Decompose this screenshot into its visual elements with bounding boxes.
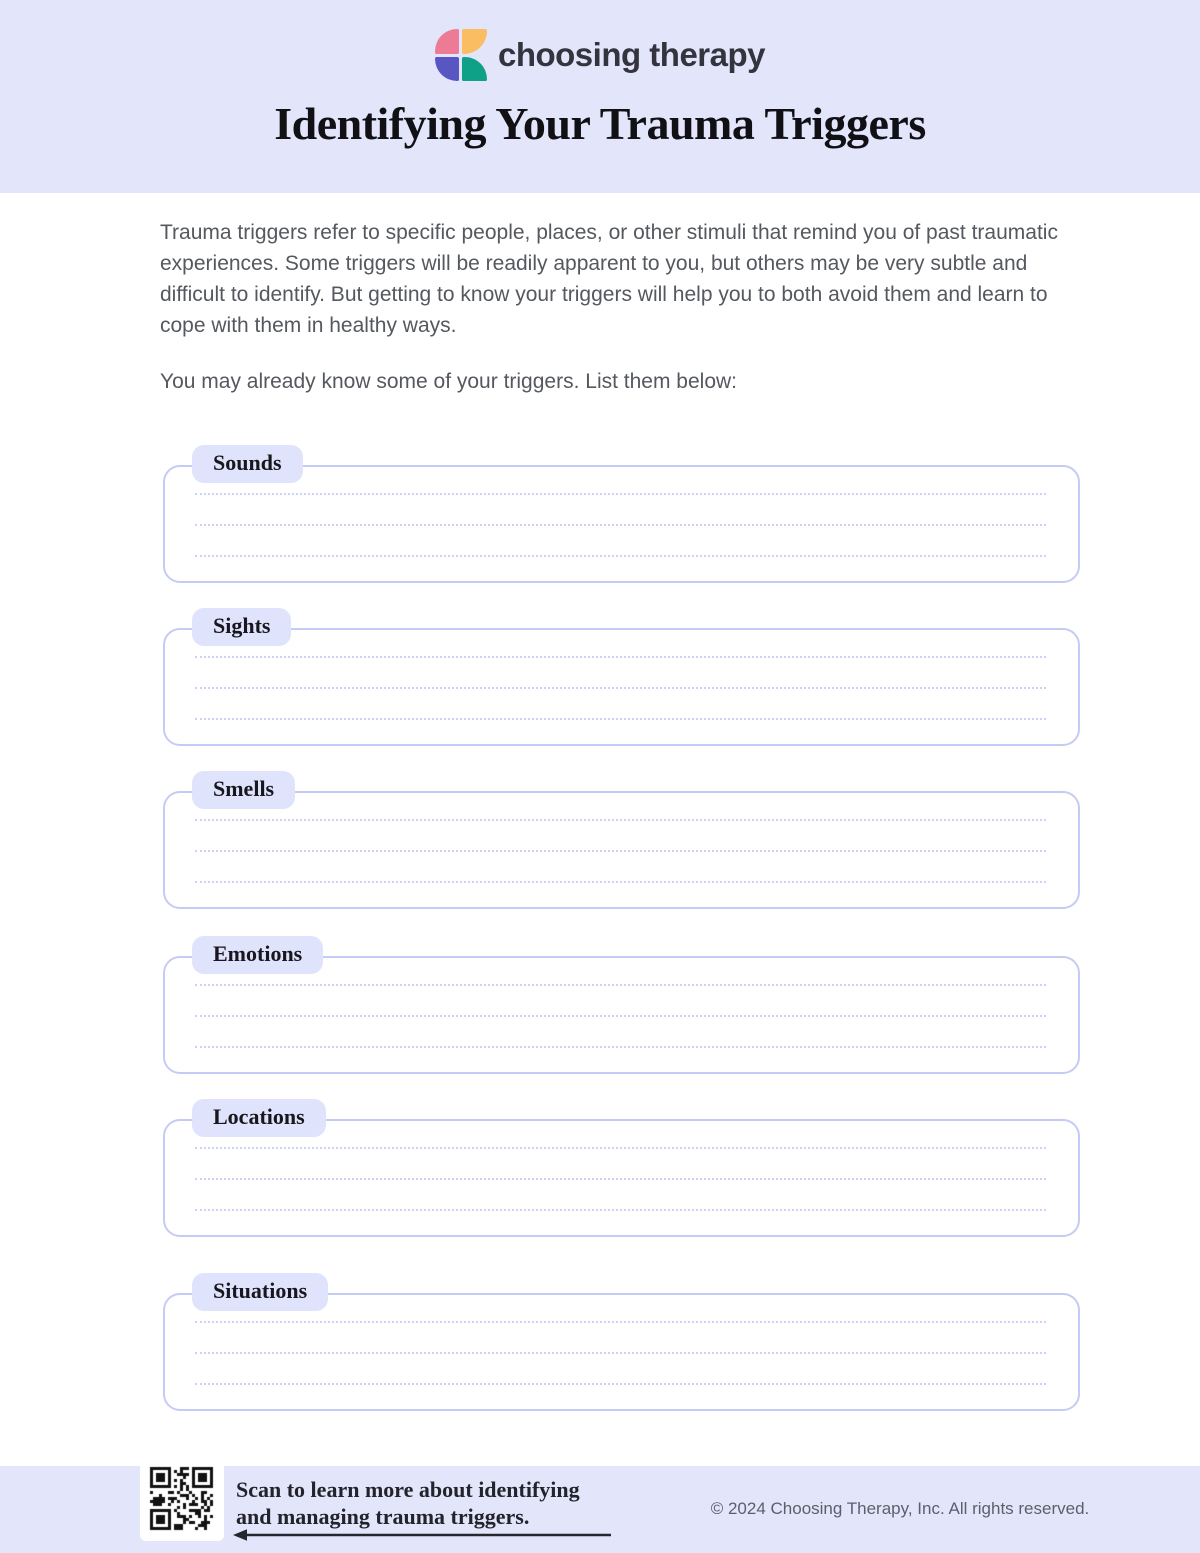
- section-label: Emotions: [213, 941, 303, 966]
- section-label-tab: [192, 936, 323, 974]
- section-label-tab: [192, 608, 291, 646]
- section-label: Locations: [213, 1104, 305, 1129]
- writing-line[interactable]: [195, 1321, 1046, 1323]
- section-label-tab: [192, 445, 303, 483]
- writing-line[interactable]: [195, 819, 1046, 821]
- qr-code-icon: [147, 1464, 217, 1534]
- brand-logo: [0, 29, 1200, 81]
- footer-scan-line2: and managing trauma triggers.: [236, 1504, 530, 1529]
- writing-line[interactable]: [195, 718, 1046, 720]
- section-locations: [163, 1099, 1080, 1238]
- left-arrow-icon: [233, 1528, 611, 1542]
- logo-quadrant-orange: [462, 29, 487, 54]
- writing-line[interactable]: [195, 984, 1046, 986]
- section-label: Smells: [213, 776, 275, 801]
- writing-line[interactable]: [195, 881, 1046, 883]
- section-label: Sounds: [213, 450, 282, 475]
- footer-scan-text: [236, 1476, 580, 1530]
- logo-quadrant-pink: [435, 29, 460, 54]
- writing-box[interactable]: [163, 791, 1080, 909]
- writing-line[interactable]: [195, 687, 1046, 689]
- writing-box[interactable]: [163, 628, 1080, 746]
- section-sounds: [163, 445, 1080, 584]
- writing-line[interactable]: [195, 524, 1046, 526]
- logo-quadrant-purple: [435, 57, 460, 82]
- section-label: Situations: [213, 1278, 308, 1303]
- section-label: Sights: [213, 613, 271, 638]
- section-label-tab: [192, 771, 295, 809]
- writing-box[interactable]: [163, 465, 1080, 583]
- page-title: Identifying Your Trauma Triggers: [274, 98, 926, 149]
- copyright-text: © 2024 Choosing Therapy, Inc. All rights reserved.: [710, 1499, 1090, 1518]
- section-label-tab: [192, 1099, 326, 1137]
- choosing-therapy-logo-icon: [435, 29, 487, 81]
- writing-line[interactable]: [195, 1352, 1046, 1354]
- logo-quadrant-teal: [462, 57, 487, 82]
- section-emotions: [163, 936, 1080, 1075]
- writing-line[interactable]: [195, 1178, 1046, 1180]
- writing-line[interactable]: [195, 1209, 1046, 1211]
- intro-prompt: You may already know some of your triggers. List them below:: [160, 370, 737, 393]
- section-sights: [163, 608, 1080, 747]
- writing-line[interactable]: [195, 850, 1046, 852]
- intro-paragraph: Trauma triggers refer to specific people, places, or other stimuli that remind you of past traumatic experiences. Some triggers will be readily apparent to you, but others may be very subtle and difficult to identify. But getting to know your triggers will help you to both avoid them and learn to cope with them in healthy ways.: [160, 221, 1058, 337]
- writing-line[interactable]: [195, 1383, 1046, 1385]
- writing-line[interactable]: [195, 1046, 1046, 1048]
- writing-line[interactable]: [195, 493, 1046, 495]
- section-situations: [163, 1273, 1080, 1412]
- brand-wordmark: choosing therapy: [497, 36, 766, 73]
- section-label-tab: [192, 1273, 328, 1311]
- writing-line[interactable]: [195, 555, 1046, 557]
- section-smells: [163, 771, 1080, 910]
- writing-line[interactable]: [195, 1015, 1046, 1017]
- writing-line[interactable]: [195, 1147, 1046, 1149]
- qr-code: [140, 1457, 224, 1541]
- writing-line[interactable]: [195, 656, 1046, 658]
- footer-scan-line1: Scan to learn more about identifying: [236, 1477, 580, 1502]
